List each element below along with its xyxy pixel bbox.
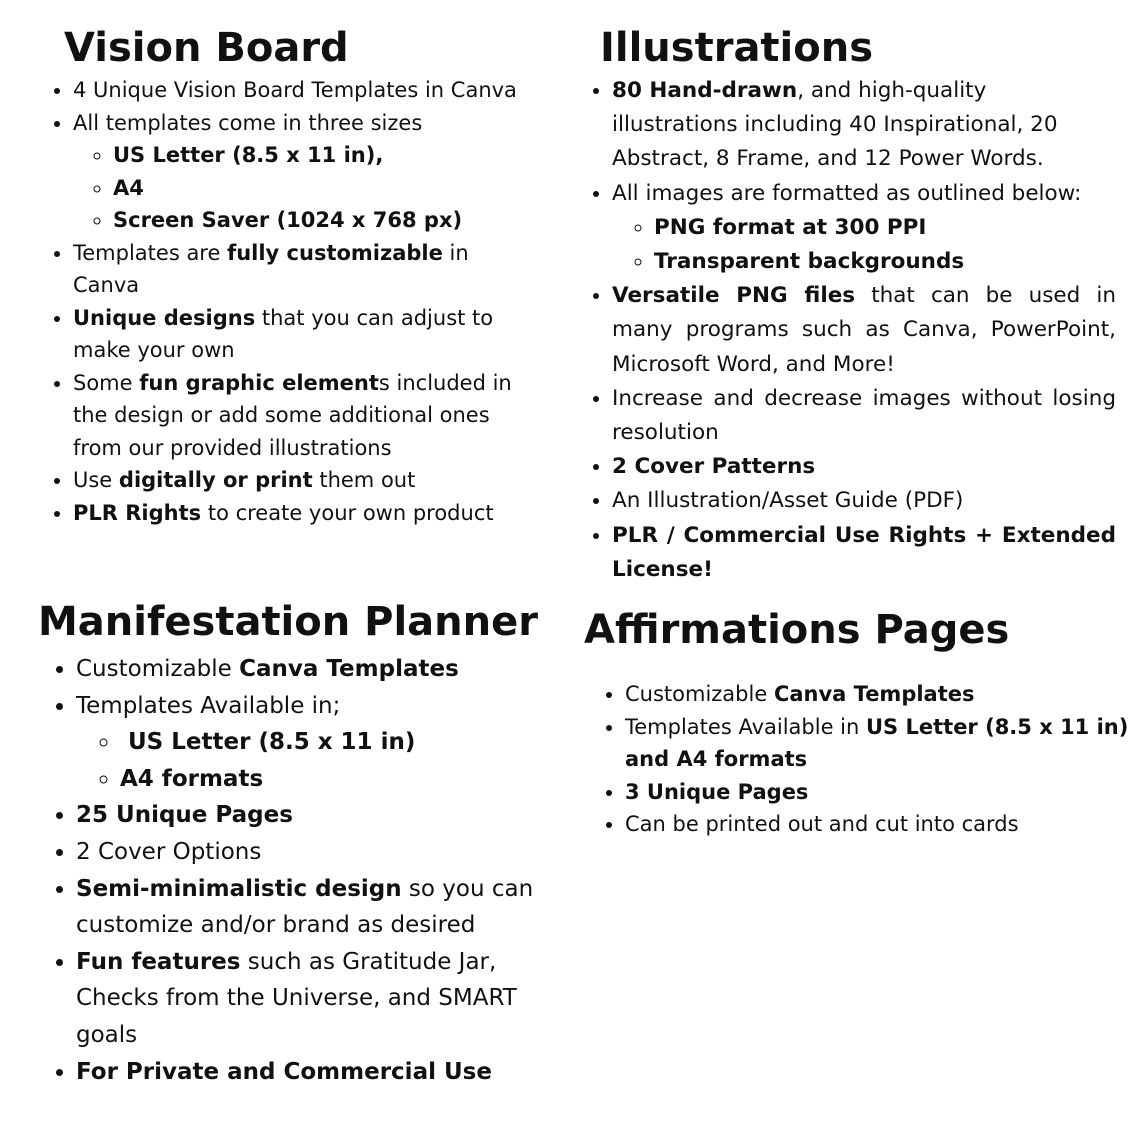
illustrations-title: Illustrations xyxy=(600,25,874,71)
list-item xyxy=(76,834,558,871)
item-text: that you can adjust to make your own xyxy=(73,305,494,362)
illustrations-feature-list xyxy=(612,74,1116,587)
list-item xyxy=(612,484,1116,518)
item-text: Screen Saver (1024 x 768 px) xyxy=(113,208,463,232)
manifestation-planner-title: Manifestation Planner xyxy=(38,599,538,645)
item-text: 2 Cover Options xyxy=(76,838,262,865)
list-item xyxy=(73,74,520,107)
list-item xyxy=(73,367,520,465)
item-emphasis: Unique designs xyxy=(73,305,256,330)
list-item xyxy=(612,450,1116,484)
item-text: Customizable xyxy=(76,656,240,682)
list-item xyxy=(73,237,520,302)
item-text: to create your own product xyxy=(201,500,494,525)
item-text: , and high-quality illustrations including 40 Inspirational, 20 Abstract, 8 Frame, and 12 Power Words. xyxy=(612,78,1058,172)
format-sublist xyxy=(654,211,1116,279)
list-item xyxy=(612,382,1116,450)
list-item xyxy=(73,464,520,497)
item-emphasis: digitally or print xyxy=(118,468,313,492)
item-text: All images are formatted as outlined below: xyxy=(612,180,1082,206)
size-sublist xyxy=(113,139,520,237)
sub-list-item xyxy=(113,204,520,237)
item-emphasis: Fun features xyxy=(76,948,241,975)
item-text: Customizable xyxy=(625,682,774,706)
sub-list-item xyxy=(654,245,1116,279)
item-emphasis: For Private and Commercial Use xyxy=(76,1058,492,1085)
sub-list-item xyxy=(113,139,520,172)
list-item xyxy=(76,651,558,688)
item-emphasis: Versatile PNG files xyxy=(612,283,856,309)
item-text: such as Gratitude Jar, Checks from the Universe, and SMART goals xyxy=(76,948,517,1048)
list-item xyxy=(73,497,520,530)
vision-board-title: Vision Board xyxy=(64,25,349,71)
list-item xyxy=(625,776,1129,809)
item-emphasis: PLR Rights xyxy=(73,500,202,525)
vision-board-section xyxy=(30,22,520,529)
manifestation-planner-section xyxy=(38,594,558,1090)
item-text: A4 formats xyxy=(120,765,264,792)
item-text: in Canva xyxy=(73,240,469,297)
affirmations-pages-title: Affirmations Pages xyxy=(584,607,1010,653)
item-text: An Illustration/Asset Guide (PDF) xyxy=(612,488,964,514)
item-emphasis: Canva Templates xyxy=(773,682,975,706)
item-emphasis: 25 Unique Pages xyxy=(76,802,293,829)
list-item xyxy=(76,944,558,1054)
list-item xyxy=(73,302,520,367)
item-text: Some xyxy=(73,370,140,395)
item-text: Transparent backgrounds xyxy=(654,249,965,275)
item-text: Increase and decrease images without losing resolution xyxy=(612,385,1116,446)
item-emphasis: Canva Templates xyxy=(239,656,459,682)
item-text: Templates Available in; xyxy=(76,692,341,719)
item-text: Use xyxy=(73,468,119,492)
item-emphasis: fully customizable xyxy=(227,240,443,265)
item-emphasis: Semi-minimalistic design xyxy=(76,875,402,902)
list-item xyxy=(625,808,1129,841)
vision-board-feature-list xyxy=(73,74,520,529)
sub-list-item xyxy=(113,172,520,205)
format-sublist xyxy=(120,724,558,797)
item-text: US Letter (8.5 x 11 in), xyxy=(113,143,384,167)
item-text: US Letter (8.5 x 11 in) xyxy=(120,729,416,756)
item-text: A4 xyxy=(113,175,144,200)
item-text: PNG format at 300 PPI xyxy=(654,214,927,240)
list-item xyxy=(625,711,1129,776)
list-item xyxy=(625,678,1129,711)
affirmations-pages-section xyxy=(584,602,1129,841)
item-text: 4 Unique Vision Board Templates in Canva xyxy=(73,78,517,102)
sub-list-item xyxy=(654,211,1116,245)
list-item xyxy=(76,688,558,798)
affirmations-pages-feature-list xyxy=(625,678,1129,841)
item-text: Templates are xyxy=(73,240,228,265)
list-item xyxy=(76,797,558,834)
item-emphasis: US Letter (8.5 x 11 in) and A4 formats xyxy=(625,714,1129,772)
sub-list-item xyxy=(120,724,558,761)
list-item xyxy=(73,107,520,237)
item-text: that can be used in many programs such as Canva, PowerPoint, Microsoft Word, and More! xyxy=(612,283,1116,377)
item-text: s included in the design or add some additional ones from our provided illustrations xyxy=(73,370,512,460)
item-emphasis: 2 Cover Patterns xyxy=(612,454,816,480)
item-emphasis: fun graphic element xyxy=(139,370,379,395)
illustrations-section xyxy=(584,22,1116,587)
sub-list-item xyxy=(120,761,558,798)
item-text: All templates come in three sizes xyxy=(73,110,423,135)
item-text: them out xyxy=(312,468,416,492)
list-item xyxy=(76,1054,558,1091)
list-item xyxy=(612,519,1116,587)
manifestation-planner-feature-list xyxy=(76,651,558,1090)
list-item xyxy=(612,279,1116,382)
item-emphasis: 80 Hand-drawn xyxy=(612,78,798,103)
list-item xyxy=(612,177,1116,280)
item-emphasis: PLR / Commercial Use Rights + Extended License! xyxy=(612,522,1116,582)
item-text: Templates Available in xyxy=(625,714,866,739)
item-text: Can be printed out and cut into cards xyxy=(625,812,1019,837)
item-emphasis: 3 Unique Pages xyxy=(625,779,809,804)
list-item xyxy=(612,74,1116,177)
item-text: so you can customize and/or brand as desired xyxy=(76,875,534,939)
list-item xyxy=(76,871,558,944)
